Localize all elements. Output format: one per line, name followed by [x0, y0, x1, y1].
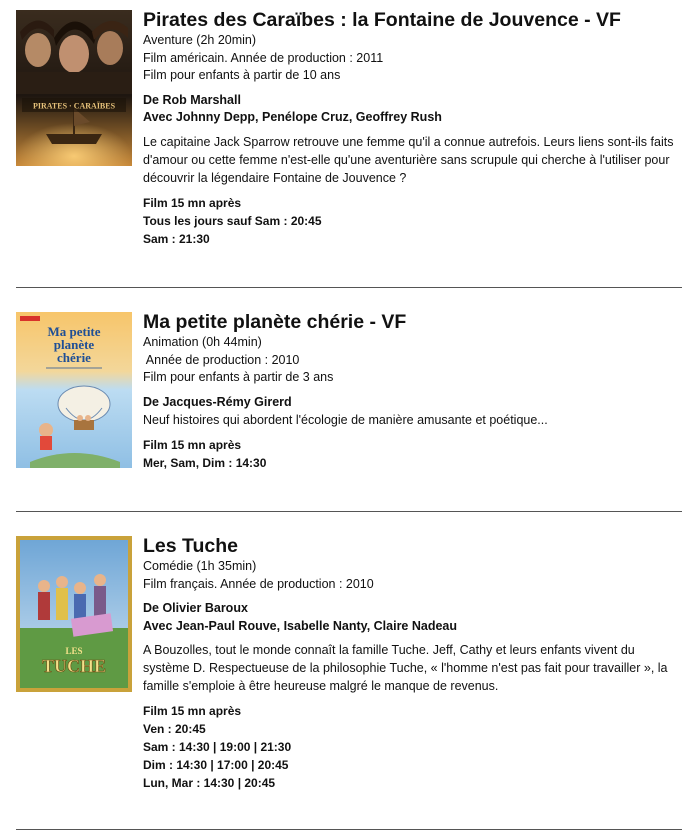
movie-cast: Avec Jean-Paul Rouve, Isabelle Nanty, Claire Nadeau — [143, 618, 458, 633]
movie-separator — [16, 287, 682, 288]
svg-text:Ma petite: Ma petite — [47, 324, 101, 339]
movie-info — [143, 312, 683, 472]
movie-poster[interactable] — [16, 536, 132, 692]
showtime-line: Lun, Mar : 14:30 | 20:45 — [143, 776, 276, 790]
svg-text:chérie: chérie — [57, 350, 91, 365]
movie-title[interactable]: Pirates des Caraïbes : la Fontaine de Jouvence - VF — [143, 9, 621, 31]
movie-poster[interactable] — [16, 312, 132, 468]
movie-separator — [16, 511, 682, 512]
showtime-note: Film 15 mn après — [143, 704, 242, 718]
movie-showtimes — [143, 436, 683, 472]
movie-audience: Film pour enfants à partir de 10 ans — [143, 68, 341, 82]
movie-production: Film français. Année de production : 2010 — [143, 576, 374, 591]
movie-showtimes — [143, 702, 683, 792]
showtime-line: Sam : 21:30 — [143, 231, 210, 246]
showtime-line: Sam : 14:30 | 19:00 | 21:30 — [143, 740, 292, 754]
movie-info — [143, 10, 683, 248]
poster-image-les-tuche — [16, 536, 132, 692]
movie-director: De Olivier Baroux — [143, 601, 248, 615]
movie-director: De Jacques-Rémy Girerd — [143, 394, 292, 409]
movie-production: Année de production : 2010 — [143, 352, 300, 367]
movie-audience: Film pour enfants à partir de 3 ans — [143, 370, 334, 384]
movie-separator — [16, 829, 682, 830]
showtime-line: Tous les jours sauf Sam : 20:45 — [143, 213, 322, 228]
showtime-line: Mer, Sam, Dim : 14:30 — [143, 456, 267, 470]
movie-synopsis: Neuf histoires qui abordent l'écologie de manière amusante et poétique... — [143, 413, 548, 427]
movie-director: De Rob Marshall — [143, 92, 241, 107]
movie-poster[interactable] — [16, 10, 132, 166]
movie-genre: Aventure (2h 20min) — [143, 33, 257, 47]
showtime-note: Film 15 mn après — [143, 195, 242, 210]
movie-genre: Animation (0h 44min) — [143, 335, 262, 349]
showtime-note: Film 15 mn après — [143, 438, 242, 452]
svg-text:PIRATES · CARAÏBES: PIRATES · CARAÏBES — [32, 101, 116, 111]
movie-title[interactable]: Ma petite planète chérie - VF — [143, 311, 407, 333]
poster-image-pirates — [16, 10, 132, 166]
poster-image-ma-petite-planete — [16, 312, 132, 468]
svg-text:planète: planète — [53, 337, 95, 352]
svg-text:TUCHE: TUCHE — [41, 656, 107, 676]
svg-text:LES: LES — [65, 646, 83, 656]
movie-synopsis: A Bouzolles, tout le monde connaît la famille Tuche. Jeff, Cathy et leurs enfants vivent du système D. Respectueuse de la philosophie Tuche, « l'homme n'est pas fait pour travailler », la famille s'emploie à être heureuse malgré le manque de revenus. — [143, 643, 668, 693]
movie-info — [143, 536, 683, 792]
movie-genre: Comédie (1h 35min) — [143, 559, 257, 573]
movie-showtimes — [143, 194, 683, 248]
movie-synopsis: Le capitaine Jack Sparrow retrouve une femme qu'il a connue autrefois. Leurs liens sont-ils faits d'amour ou cette femme n'est-elle qu'une aventurière sans scrupule qui cherche à l'utiliser pour découvrir la légendaire Fontaine de Jouvence ? — [143, 134, 674, 185]
movie-cast: Avec Johnny Depp, Penélope Cruz, Geoffrey Rush — [143, 110, 442, 124]
movie-production: Film américain. Année de production : 2011 — [143, 50, 384, 65]
movie-title[interactable]: Les Tuche — [143, 535, 238, 557]
showtime-line: Ven : 20:45 — [143, 722, 206, 736]
showtime-line: Dim : 14:30 | 17:00 | 20:45 — [143, 758, 289, 772]
